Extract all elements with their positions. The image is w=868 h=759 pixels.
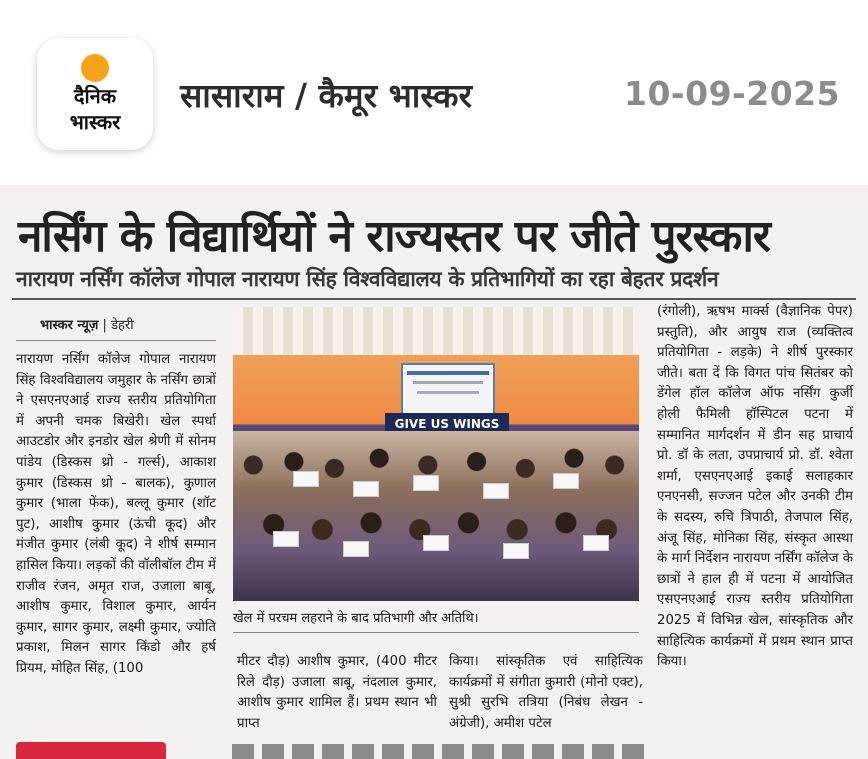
article-subheadline: नारायण नर्सिंग कॉलेज गोपाल नारायण सिंह विश्वविद्यालय के प्रतिभागियों का रहा बेहतर प्रदर्शन bbox=[16, 267, 719, 291]
certificate bbox=[583, 535, 609, 551]
byline-source: भास्कर न्यूज़ bbox=[40, 318, 99, 333]
photo-banner bbox=[401, 363, 495, 415]
photo-caption: खेल में परचम लहराने के बाद प्रतिभागी और अतिथि। bbox=[233, 611, 479, 626]
certificate bbox=[353, 481, 379, 497]
article-column-1: नारायण नर्सिंग कॉलेज गोपाल नारायण सिंह विश्वविद्यालय जमुहार के नर्सिंग छात्रों ने एसएनएआई राज्य स्तरीय प्रतियोगिता में अपनी चमक बिखेरी। खेल स्पर्धा आउटडोर और इनडोर खेल श्रेणी में सोनम पांडेय (डिस्कस थ्रो - गर्ल्स), आकाश कुमार (डिस्कस थ्रो - बालक), कुणाल कुमार (भाला फेंक), बल्लू कुमार (शॉट पुट), आशीष कुमार (ऊंची कूद) और मंजीत कुमार (लंबी कूद) ने शीर्ष सम्मान हासिल किया। लड़कों की वॉलीबॉल टीम में राजीव रंजन, अमृत राज, उजाला बाबू, आशीष कुमार, विशाल कुमार, आर्यन कुमार, सागर कुमार, लक्ष्मी कुमार, ज्योति प्रकाश, मिलन सागर किंडो और हर्ष प्रियम, मोहित सिंह, (100 bbox=[16, 352, 217, 676]
next-story-tag bbox=[16, 742, 166, 759]
dainik-bhaskar-logo[interactable] bbox=[37, 38, 153, 150]
edition-date: 10-09-2025 bbox=[624, 74, 841, 113]
article-column-2: मीटर दौड़) आशीष कुमार, (400 मीटर रिले दौड़) उजाला बाबू, नंदलाल कुमार, आशीष कुमार शामिल हैं। प्रथम स्थान भी प्राप्त bbox=[237, 654, 437, 731]
certificate bbox=[413, 475, 439, 491]
certificate bbox=[553, 473, 579, 489]
sun-icon bbox=[81, 54, 109, 82]
certificate bbox=[293, 471, 319, 487]
certificate bbox=[343, 541, 369, 557]
article-column-3: किया। सांस्कृतिक एवं साहित्यिक कार्यक्रमों में संगीता कुमारी (मोनो एक्ट), सुश्री सुरभि तत्रिया (निबंध लेखन - अंग्रेजी), अमीश पटेल bbox=[449, 654, 643, 731]
photo-curtain bbox=[233, 307, 639, 355]
certificate bbox=[273, 531, 299, 547]
certificate bbox=[503, 543, 529, 559]
article-photo[interactable] bbox=[233, 307, 639, 601]
logo-text-line1: दैनिक bbox=[73, 84, 117, 108]
article-headline: नर्सिंग के विद्यार्थियों ने राज्यस्तर पर जीते पुरस्कार bbox=[18, 211, 770, 262]
photo-participants bbox=[233, 431, 639, 601]
headline-divider bbox=[12, 298, 856, 300]
caption-divider bbox=[233, 632, 639, 633]
logo-text-line2: भास्कर bbox=[69, 110, 121, 134]
photo-wings-sign: GIVE US WINGS bbox=[385, 413, 509, 435]
byline-place: डेहरी bbox=[111, 318, 134, 333]
edition-title: सासाराम / कैमूर भास्कर bbox=[180, 76, 473, 115]
byline-divider bbox=[16, 340, 216, 341]
article-column-4: (रंगोली), ऋषभ मार्क्स (वैज्ञानिक पेपर) प्रस्तुति), और आयुष राज (व्यक्तित्व प्रतियोगिता - लड़के) ने शीर्ष पुरस्कार जीते। बता दें कि विगत पांच सितंबर को डेंगेल हॉल कॉलेज ऑफ नर्सिंग कुर्जी होली फैमिली हॉस्पिटल पटना में सम्मानित मार्गदर्शन में डीन सह प्राचार्य प्रो. डॉ के लता, उपप्राचार्य प्रो. डॉ. श्वेता शर्मा, एसएनएआई इकाई सलाहकार एनएनसी, सज्जन पटेल और उनकी टीम के सदस्य, रुचि त्रिपाठी, तेजपाल सिंह, अंजू सिंह, मोनिका सिंह, संस्कृत आस्था के मार्ग निर्देशन नारायण नर्सिंग कॉलेज के छात्रों ने हाल ही में पटना में आयोजित एसएनएआई राज्य स्तरीय प्रतियोगिता 2025 में विभिन्न खेल, सांस्कृतिक और साहित्यिक कार्यक्रमों में प्रथम स्थान प्राप्त किया। bbox=[657, 304, 853, 670]
certificate bbox=[483, 483, 509, 499]
byline: भास्कर न्यूज़ | डेहरी bbox=[40, 318, 134, 333]
certificate bbox=[423, 535, 449, 551]
next-story-headline-cut bbox=[232, 744, 652, 759]
